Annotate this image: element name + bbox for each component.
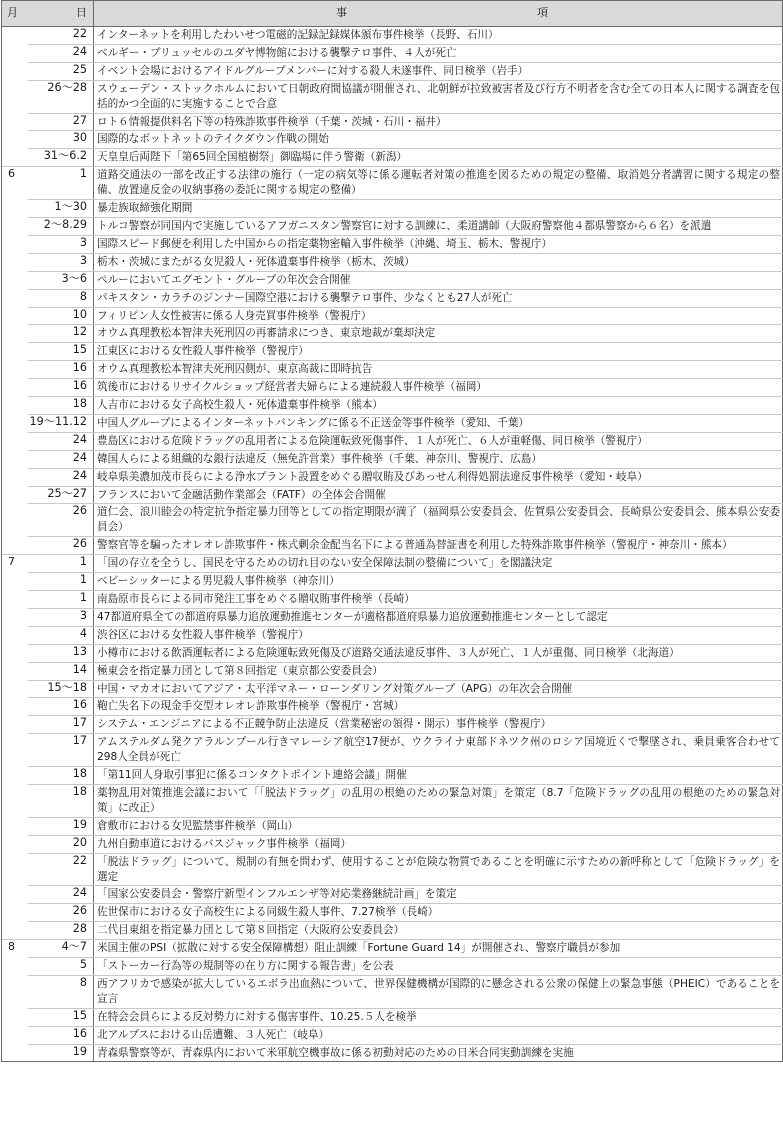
month-cell	[2, 1026, 28, 1044]
month-column-header: 月	[2, 1, 28, 27]
day-cell: 26	[28, 504, 94, 537]
day-cell: 13	[28, 644, 94, 662]
month-cell	[2, 113, 28, 131]
month-cell	[2, 958, 28, 976]
event-cell: 北アルプスにおける山岳遭難、３人死亡（岐阜）	[94, 1026, 783, 1044]
table-row	[2, 698, 783, 716]
event-cell: 米国主催のPSI（拡散に対する安全保障構想）阻止訓練「Fortune Guard 14」が開催され、警察庁職員が参加	[94, 940, 783, 958]
event-cell: ベルギー・ブリュッセルのユダヤ博物館における襲撃テロ事件、４人が死亡	[94, 44, 783, 62]
event-cell: フィリピン人女性被害に係る人身売買事件検挙（警視庁）	[94, 307, 783, 325]
event-cell: 佐世保市における女子高校生による同級生殺人事件、7.27検挙（長崎）	[94, 904, 783, 922]
event-cell: 「ストーカー行為等の規制等の在り方に関する報告書」を公表	[94, 958, 783, 976]
table-row	[2, 113, 783, 131]
day-cell: 24	[28, 468, 94, 486]
event-cell: 二代目東組を指定暴力団として第８回指定（大阪府公安委員会）	[94, 922, 783, 940]
month-cell	[2, 644, 28, 662]
table-row	[2, 608, 783, 626]
table-row	[2, 853, 783, 886]
table-row	[2, 922, 783, 940]
month-cell	[2, 975, 28, 1008]
event-cell: 韓国人らによる組織的な銀行法違反（無免許営業）事件検挙（千葉、神奈川、警視庁、広島）	[94, 450, 783, 468]
day-cell: 26	[28, 537, 94, 555]
month-cell	[2, 131, 28, 149]
event-cell: 道仁会、浪川睦会の特定抗争指定暴力団等としての指定期限が満了（福岡県公安委員会、佐賀県公安委員会、長崎県公安委員会、熊本県公安委員会）	[94, 504, 783, 537]
table-row	[2, 253, 783, 271]
day-cell: 25	[28, 62, 94, 80]
chronology-rows	[2, 27, 783, 1062]
month-cell	[2, 44, 28, 62]
table-row	[2, 537, 783, 555]
day-cell: 24	[28, 886, 94, 904]
month-cell	[2, 573, 28, 591]
day-cell: 15～18	[28, 680, 94, 698]
month-cell	[2, 271, 28, 289]
month-cell	[2, 62, 28, 80]
day-cell: 4～7	[28, 940, 94, 958]
table-row	[2, 27, 783, 45]
month-cell	[2, 853, 28, 886]
event-cell: スウェーデン・ストックホルムにおいて日朝政府間協議が開催され、北朝鮮が拉致被害者及び行方不明者を含む全ての日本人に関する調査を包括的かつ全面的に実施することで合意	[94, 80, 783, 113]
day-cell: 18	[28, 784, 94, 817]
day-cell: 25～27	[28, 486, 94, 504]
event-cell: 青森県警察等が、青森県内において米軍航空機事故に係る初動対応のための日米合同実動訓練を実施	[94, 1044, 783, 1062]
table-row	[2, 1008, 783, 1026]
month-cell	[2, 716, 28, 734]
table-row	[2, 167, 783, 200]
event-cell: イベント会場におけるアイドルグループメンバーに対する殺人未遂事件、同日検挙（岩手）	[94, 62, 783, 80]
table-row	[2, 626, 783, 644]
day-cell: 18	[28, 397, 94, 415]
table-row	[2, 325, 783, 343]
event-cell: アムステルダム発クアラルンプール行きマレーシア航空17便が、ウクライナ東部ドネツク州のロシア国境近くで撃墜され、乗員乗客合わせて298人全員が死亡	[94, 734, 783, 767]
event-cell: 薬物乱用対策推進会議において「「脱法ドラッグ」の乱用の根絶のための緊急対策」を策定（8.7「危険ドラッグの乱用の根絶のための緊急対策」に改正）	[94, 784, 783, 817]
month-cell	[2, 922, 28, 940]
table-row	[2, 200, 783, 218]
month-cell: 6	[2, 167, 28, 200]
day-cell: 1	[28, 573, 94, 591]
event-cell: 九州自動車道におけるバスジャック事件検挙（福岡）	[94, 835, 783, 853]
event-cell: オウム真理教松本智津夫死刑囚側が、東京高裁に即時抗告	[94, 361, 783, 379]
event-cell: 小樽市における飲酒運転者による危険運転致死傷及び道路交通法違反事件、３人が死亡、１人が重傷、同日検挙（北海道）	[94, 644, 783, 662]
table-row	[2, 817, 783, 835]
day-cell: 22	[28, 853, 94, 886]
month-cell	[2, 217, 28, 235]
day-cell: 17	[28, 734, 94, 767]
event-cell: 国際的なボットネットのテイクダウン作戦の開始	[94, 131, 783, 149]
table-row	[2, 886, 783, 904]
day-cell: 28	[28, 922, 94, 940]
table-row	[2, 784, 783, 817]
table-row	[2, 397, 783, 415]
day-cell: 22	[28, 27, 94, 45]
event-cell: ロト６情報提供料名下等の特殊詐欺事件検挙（千葉・茨城・石川・福井）	[94, 113, 783, 131]
table-row	[2, 131, 783, 149]
event-cell: 岐阜県美濃加茂市長らによる浄水プラント設置をめぐる贈収賄及びあっせん利得処罰法違反事件検挙（愛知・岐阜）	[94, 468, 783, 486]
month-cell	[2, 1044, 28, 1062]
table-row	[2, 716, 783, 734]
day-cell: 10	[28, 307, 94, 325]
table-row	[2, 44, 783, 62]
event-column-header	[94, 1, 783, 27]
day-cell: 26	[28, 904, 94, 922]
event-cell: 栃木・茨城にまたがる女児殺人・死体遺棄事件検挙（栃木、茨城）	[94, 253, 783, 271]
table-row	[2, 414, 783, 432]
month-cell	[2, 734, 28, 767]
table-row	[2, 149, 783, 167]
event-cell: ペルーにおいてエグモント・グループの年次会合開催	[94, 271, 783, 289]
month-cell	[2, 27, 28, 45]
day-cell: 27	[28, 113, 94, 131]
table-row	[2, 343, 783, 361]
day-cell: 19	[28, 817, 94, 835]
day-cell: 24	[28, 432, 94, 450]
event-cell: 西アフリカで感染が拡大しているエボラ出血熱について、世界保健機構が国際的に懸念される公衆の保健上の緊急事態（PHEIC）であることを宣言	[94, 975, 783, 1008]
day-cell: 1	[28, 167, 94, 200]
month-cell	[2, 253, 28, 271]
table-row	[2, 591, 783, 609]
chronology-page	[1, 0, 782, 1062]
day-column-header: 日	[28, 1, 94, 27]
month-cell	[2, 80, 28, 113]
day-cell: 30	[28, 131, 94, 149]
event-cell: トルコ警察が同国内で実施しているアフガニスタン警察官に対する訓練に、柔道講師（大阪府警察他４都県警察から６名）を派遣	[94, 217, 783, 235]
event-cell: 筑後市におけるリサイクルショップ経営者夫婦らによる連続殺人事件検挙（福岡）	[94, 379, 783, 397]
day-cell: 12	[28, 325, 94, 343]
day-cell: 1～30	[28, 200, 94, 218]
day-cell: 8	[28, 975, 94, 1008]
event-cell: 中国・マカオにおいてアジア・太平洋マネー・ローンダリング対策グループ（APG）の年次会合開催	[94, 680, 783, 698]
table-row	[2, 680, 783, 698]
day-cell: 4	[28, 626, 94, 644]
month-cell	[2, 432, 28, 450]
event-cell: システム・エンジニアによる不正競争防止法違反（営業秘密の領得・開示）事件検挙（警視庁）	[94, 716, 783, 734]
table-row	[2, 1026, 783, 1044]
event-cell: 「国家公安委員会・警察庁新型インフルエンザ等対応業務継続計画」を策定	[94, 886, 783, 904]
table-row	[2, 217, 783, 235]
month-cell	[2, 817, 28, 835]
table-row	[2, 307, 783, 325]
day-cell: 2～8.29	[28, 217, 94, 235]
month-cell	[2, 591, 28, 609]
table-row	[2, 767, 783, 785]
month-cell	[2, 680, 28, 698]
table-row	[2, 379, 783, 397]
day-cell: 24	[28, 450, 94, 468]
table-row	[2, 904, 783, 922]
table-row	[2, 289, 783, 307]
event-cell: 中国人グループによるインターネットバンキングに係る不正送金等事件検挙（愛知、千葉）	[94, 414, 783, 432]
day-cell: 26～28	[28, 80, 94, 113]
month-cell	[2, 289, 28, 307]
table-row	[2, 662, 783, 680]
month-cell	[2, 414, 28, 432]
month-cell	[2, 235, 28, 253]
month-cell	[2, 835, 28, 853]
event-header-char-2: 項	[537, 6, 548, 19]
month-cell	[2, 537, 28, 555]
table-row	[2, 644, 783, 662]
table-row	[2, 555, 783, 573]
month-cell	[2, 626, 28, 644]
event-cell: 豊島区における危険ドラッグの乱用者による危険運転致死傷事件、１人が死亡、６人が重軽傷、同日検挙（警視庁）	[94, 432, 783, 450]
table-row	[2, 975, 783, 1008]
event-cell: 47都道府県全ての都道府県暴力追放運動推進センターが適格都道府県暴力追放運動推進センターとして認定	[94, 608, 783, 626]
table-row	[2, 271, 783, 289]
table-row	[2, 573, 783, 591]
day-cell: 16	[28, 379, 94, 397]
event-cell: 「第11回人身取引事犯に係るコンタクトポイント連絡会議」開催	[94, 767, 783, 785]
day-cell: 3	[28, 253, 94, 271]
event-header-char-1: 事	[336, 6, 347, 19]
event-cell: 警察官等を騙ったオレオレ詐欺事件・株式剰余金配当名下による普通為替証書を利用した特殊詐欺事件検挙（警視庁・神奈川・熊本）	[94, 537, 783, 555]
event-cell: 国際スピード郵便を利用した中国からの指定薬物密輸入事件検挙（沖縄、埼玉、栃木、警視庁）	[94, 235, 783, 253]
event-cell: 極東会を指定暴力団として第８回指定（東京都公安委員会）	[94, 662, 783, 680]
table-row	[2, 235, 783, 253]
month-cell	[2, 468, 28, 486]
event-cell: ベビーシッターによる男児殺人事件検挙（神奈川）	[94, 573, 783, 591]
table-row	[2, 361, 783, 379]
table-row	[2, 940, 783, 958]
day-cell: 16	[28, 361, 94, 379]
day-cell: 31～6.2	[28, 149, 94, 167]
day-cell: 15	[28, 1008, 94, 1026]
table-row	[2, 62, 783, 80]
month-cell	[2, 486, 28, 504]
day-cell: 8	[28, 289, 94, 307]
day-cell: 3～6	[28, 271, 94, 289]
month-cell	[2, 504, 28, 537]
event-cell: 人吉市における女子高校生殺人・死体遺棄事件検挙（熊本）	[94, 397, 783, 415]
day-cell: 16	[28, 698, 94, 716]
month-cell	[2, 379, 28, 397]
event-cell: 江東区における女性殺人事件検挙（警視庁）	[94, 343, 783, 361]
event-cell: 暴走族取締強化期間	[94, 200, 783, 218]
month-cell	[2, 1008, 28, 1026]
day-cell: 20	[28, 835, 94, 853]
event-cell: 「国の存立を全うし、国民を守るための切れ目のない安全保障法制の整備について」を閣議決定	[94, 555, 783, 573]
day-cell: 15	[28, 343, 94, 361]
table-row	[2, 1044, 783, 1062]
month-cell	[2, 397, 28, 415]
table-row	[2, 734, 783, 767]
table-row	[2, 80, 783, 113]
event-cell: 「脱法ドラッグ」について、規制の有無を問わず、使用することが危険な物質であることを明確に示すための新呼称として「危険ドラッグ」を選定	[94, 853, 783, 886]
table-row	[2, 450, 783, 468]
month-cell	[2, 343, 28, 361]
month-cell	[2, 450, 28, 468]
day-cell: 18	[28, 767, 94, 785]
event-cell: 鞄亡失名下の現金手交型オレオレ詐欺事件検挙（警視庁・宮城）	[94, 698, 783, 716]
event-cell: 天皇皇后両陛下「第65回全国植樹祭」御臨場に伴う警衛（新潟）	[94, 149, 783, 167]
month-cell: 7	[2, 555, 28, 573]
event-cell: 渋谷区における女性殺人事件検挙（警視庁）	[94, 626, 783, 644]
event-cell: インターネットを利用したわいせつ電磁的記録記録媒体頒布事件検挙（長野、石川）	[94, 27, 783, 45]
day-cell: 5	[28, 958, 94, 976]
table-row	[2, 835, 783, 853]
month-cell	[2, 149, 28, 167]
month-cell	[2, 325, 28, 343]
month-cell	[2, 307, 28, 325]
table-row	[2, 486, 783, 504]
table-row	[2, 468, 783, 486]
event-cell: 南島原市長らによる同市発注工事をめぐる贈収賄事件検挙（長崎）	[94, 591, 783, 609]
day-cell: 16	[28, 1026, 94, 1044]
day-cell: 1	[28, 591, 94, 609]
month-cell	[2, 608, 28, 626]
table-header-row	[2, 1, 783, 27]
day-cell: 1	[28, 555, 94, 573]
month-cell	[2, 767, 28, 785]
table-row	[2, 504, 783, 537]
day-cell: 19～11.12	[28, 414, 94, 432]
month-cell	[2, 904, 28, 922]
event-cell: 倉敷市における女児監禁事件検挙（岡山）	[94, 817, 783, 835]
month-cell: 8	[2, 940, 28, 958]
event-cell: フランスにおいて金融活動作業部会（FATF）の全体会合開催	[94, 486, 783, 504]
event-cell: 在特会会員らによる反対勢力に対する傷害事件、10.25.５人を検挙	[94, 1008, 783, 1026]
day-cell: 19	[28, 1044, 94, 1062]
day-cell: 3	[28, 235, 94, 253]
event-cell: パキスタン・カラチのジンナー国際空港における襲撃テロ事件、少なくとも27人が死亡	[94, 289, 783, 307]
event-cell: オウム真理教松本智津夫死刑囚の再審請求につき、東京地裁が棄却決定	[94, 325, 783, 343]
table-row	[2, 432, 783, 450]
month-cell	[2, 886, 28, 904]
month-cell	[2, 662, 28, 680]
day-cell: 3	[28, 608, 94, 626]
day-cell: 14	[28, 662, 94, 680]
month-cell	[2, 361, 28, 379]
day-cell: 17	[28, 716, 94, 734]
month-cell	[2, 784, 28, 817]
month-cell	[2, 200, 28, 218]
event-cell: 道路交通法の一部を改正する法律の施行（一定の病気等に係る運転者対策の推進を図るための規定の整備、取消処分者講習に関する規定の整備、放置違反金の収納事務の委託に関する規定の整備）	[94, 167, 783, 200]
month-cell	[2, 698, 28, 716]
chronology-table	[1, 0, 783, 1062]
day-cell: 24	[28, 44, 94, 62]
table-row	[2, 958, 783, 976]
